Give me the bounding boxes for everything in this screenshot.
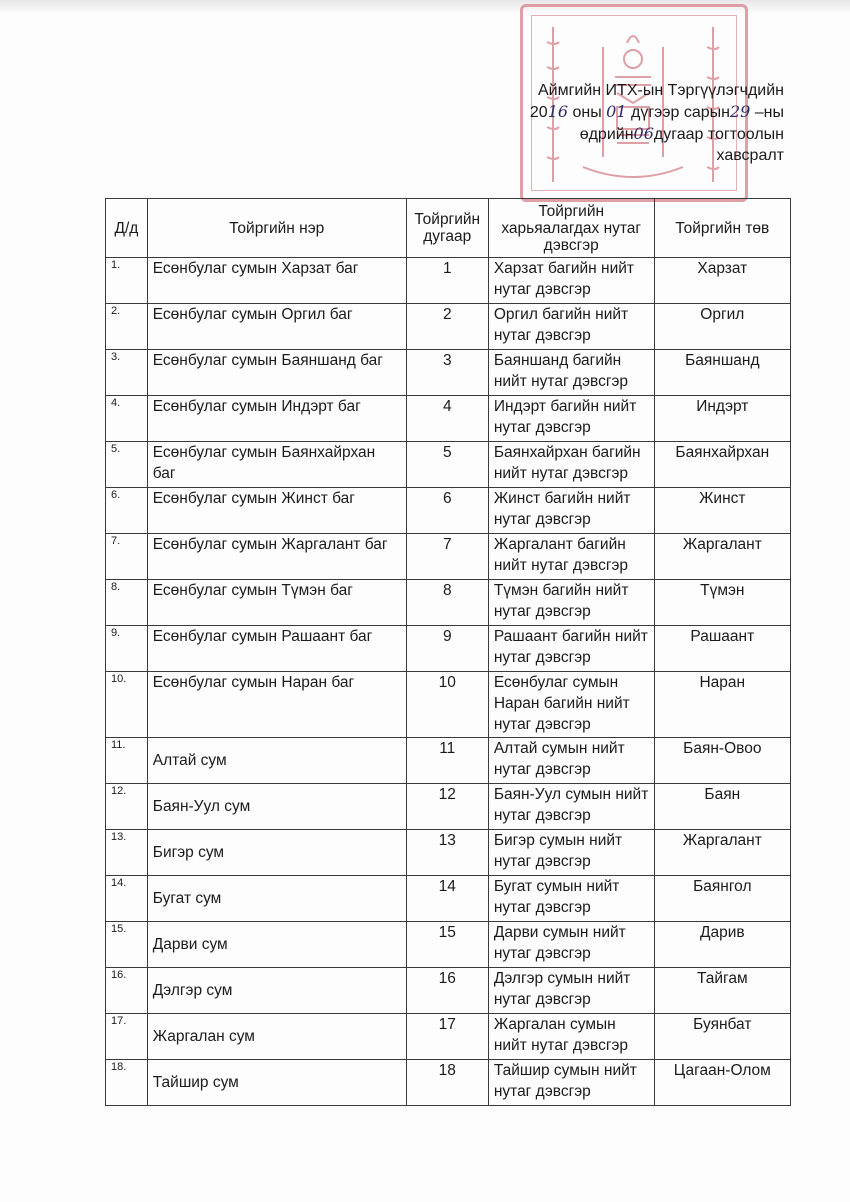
- district-territory: Тайшир сумын нийт нутаг дэвсгэр: [488, 1060, 654, 1106]
- district-name: Есөнбулаг сумын Рашаант баг: [147, 626, 406, 672]
- district-name: Есөнбулаг сумын Наран баг: [147, 672, 406, 738]
- district-name: Есөнбулаг сумын Жаргалант баг: [147, 534, 406, 580]
- district-territory: Дарви сумын нийт нутаг дэвсгэр: [488, 922, 654, 968]
- header-code: Тойргийн дугаар: [406, 199, 488, 258]
- header-line-2: [530, 101, 784, 123]
- district-number: 2: [406, 304, 488, 350]
- district-center: Буянбат: [654, 1014, 790, 1060]
- district-number: 18: [406, 1060, 488, 1106]
- district-center: Индэрт: [654, 396, 790, 442]
- district-number: 5: [406, 442, 488, 488]
- table-row: [106, 1014, 791, 1060]
- district-center: Цагаан-Олом: [654, 1060, 790, 1106]
- header-num: Д/д: [106, 199, 148, 258]
- table-row: [106, 922, 791, 968]
- row-number: 11.: [106, 738, 148, 784]
- table-row: [106, 876, 791, 922]
- day-label: өдрийн: [579, 126, 634, 143]
- row-number: 17.: [106, 1014, 148, 1060]
- district-territory: Баян-Уул сумын нийт нутаг дэвсгэр: [488, 784, 654, 830]
- district-territory: Бигэр сумын нийт нутаг дэвсгэр: [488, 830, 654, 876]
- district-territory: Харзат багийн нийт нутаг дэвсгэр: [488, 258, 654, 304]
- table-row: [106, 830, 791, 876]
- district-name: Есөнбулаг сумын Харзат баг: [147, 258, 406, 304]
- district-territory: Рашаант багийн нийт нутаг дэвсгэр: [488, 626, 654, 672]
- table-row: [106, 304, 791, 350]
- district-number: 13: [406, 830, 488, 876]
- district-name: Дэлгэр сум: [147, 968, 406, 1014]
- district-name: Бугат сум: [147, 876, 406, 922]
- district-number: 16: [406, 968, 488, 1014]
- district-center: Дарив: [654, 922, 790, 968]
- district-number: 3: [406, 350, 488, 396]
- district-territory: Индэрт багийн нийт нутаг дэвсгэр: [488, 396, 654, 442]
- district-number: 14: [406, 876, 488, 922]
- table-row: [106, 488, 791, 534]
- district-territory: Жаргалант багийн нийт нутаг дэвсгэр: [488, 534, 654, 580]
- year-prefix: 20: [529, 104, 548, 121]
- header-center: Тойргийн төв: [654, 199, 790, 258]
- district-center: Баяншанд: [654, 350, 790, 396]
- row-number: 15.: [106, 922, 148, 968]
- district-territory: Баянхайрхан багийн нийт нутаг дэвсгэр: [488, 442, 654, 488]
- row-number: 6.: [106, 488, 148, 534]
- district-name: Есөнбулаг сумын Баяншанд баг: [147, 350, 406, 396]
- row-number: 12.: [106, 784, 148, 830]
- district-center: Тайгам: [654, 968, 790, 1014]
- row-number: 13.: [106, 830, 148, 876]
- table-row: [106, 534, 791, 580]
- district-number: 8: [406, 580, 488, 626]
- district-number: 17: [406, 1014, 488, 1060]
- header-line-3: [530, 123, 784, 145]
- district-center: Түмэн: [654, 580, 790, 626]
- district-number: 9: [406, 626, 488, 672]
- electoral-district-table: [105, 198, 791, 1106]
- row-number: 5.: [106, 442, 148, 488]
- district-number: 6: [406, 488, 488, 534]
- row-number: 4.: [106, 396, 148, 442]
- row-number: 10.: [106, 672, 148, 738]
- district-name: Бигэр сум: [147, 830, 406, 876]
- district-name: Есөнбулаг сумын Жинст баг: [147, 488, 406, 534]
- district-territory: Жинст багийн нийт нутаг дэвсгэр: [488, 488, 654, 534]
- district-name: Есөнбулаг сумын Оргил баг: [147, 304, 406, 350]
- handwritten-resolution-number: 06: [633, 124, 654, 143]
- district-center: Оргил: [654, 304, 790, 350]
- district-center: Баян: [654, 784, 790, 830]
- district-center: Жинст: [654, 488, 790, 534]
- district-center: Наран: [654, 672, 790, 738]
- row-number: 7.: [106, 534, 148, 580]
- table-row: [106, 968, 791, 1014]
- district-number: 12: [406, 784, 488, 830]
- district-name: Тайшир сум: [147, 1060, 406, 1106]
- table-row: [106, 1060, 791, 1106]
- row-number: 16.: [106, 968, 148, 1014]
- table-header-row: [106, 199, 791, 258]
- district-number: 7: [406, 534, 488, 580]
- table-row: [106, 442, 791, 488]
- row-number: 14.: [106, 876, 148, 922]
- handwritten-month: 01: [606, 102, 627, 121]
- district-territory: Оргил багийн нийт нутаг дэвсгэр: [488, 304, 654, 350]
- header-line-1: Аймгийн ИТХ-ын Тэргүүлэгчдийн: [537, 82, 784, 99]
- table-row: [106, 396, 791, 442]
- table-row: [106, 350, 791, 396]
- district-territory: Түмэн багийн нийт нутаг дэвсгэр: [488, 580, 654, 626]
- district-territory: Есөнбулаг сумын Наран багийн нийт нутаг дэвсгэр: [488, 672, 654, 738]
- row-number: 9.: [106, 626, 148, 672]
- district-name: Есөнбулаг сумын Баянхайрхан баг: [147, 442, 406, 488]
- district-center: Баян-Овоо: [654, 738, 790, 784]
- day-suffix: –ны: [750, 104, 784, 121]
- resolution-label: дугаар тогтоолын: [653, 126, 784, 143]
- district-number: 15: [406, 922, 488, 968]
- district-name: Баян-Уул сум: [147, 784, 406, 830]
- row-number: 3.: [106, 350, 148, 396]
- district-number: 1: [406, 258, 488, 304]
- row-number: 2.: [106, 304, 148, 350]
- district-name: Есөнбулаг сумын Индэрт баг: [147, 396, 406, 442]
- district-territory: Баяншанд багийн нийт нутаг дэвсгэр: [488, 350, 654, 396]
- table-row: [106, 672, 791, 738]
- table-row: [106, 784, 791, 830]
- row-number: 1.: [106, 258, 148, 304]
- table-row: [106, 626, 791, 672]
- district-name: Есөнбулаг сумын Түмэн баг: [147, 580, 406, 626]
- district-center: Баянхайрхан: [654, 442, 790, 488]
- table-body: [106, 258, 791, 1106]
- district-territory: Жаргалан сумын нийт нутаг дэвсгэр: [488, 1014, 654, 1060]
- header-name: Тойргийн нэр: [147, 199, 406, 258]
- district-number: 11: [406, 738, 488, 784]
- district-name: Алтай сум: [147, 738, 406, 784]
- district-number: 4: [406, 396, 488, 442]
- district-center: Рашаант: [654, 626, 790, 672]
- table-row: [106, 258, 791, 304]
- header-line-4: хавсралт: [716, 147, 784, 164]
- district-territory: Бугат сумын нийт нутаг дэвсгэр: [488, 876, 654, 922]
- row-number: 8.: [106, 580, 148, 626]
- header-annex-note: [530, 80, 784, 166]
- handwritten-day: 29: [729, 102, 751, 121]
- district-number: 10: [406, 672, 488, 738]
- district-center: Харзат: [654, 258, 790, 304]
- district-center: Жаргалант: [654, 830, 790, 876]
- district-center: Жаргалант: [654, 534, 790, 580]
- table-row: [106, 580, 791, 626]
- district-territory: Алтай сумын нийт нутаг дэвсгэр: [488, 738, 654, 784]
- month-label: дүгээр сарын: [626, 104, 730, 121]
- table-row: [106, 738, 791, 784]
- row-number: 18.: [106, 1060, 148, 1106]
- district-name: Жаргалан сум: [147, 1014, 406, 1060]
- district-center: Баянгол: [654, 876, 790, 922]
- header-territory: Тойргийн харьяалагдах нутаг дэвсгэр: [488, 199, 654, 258]
- district-territory: Дэлгэр сумын нийт нутаг дэвсгэр: [488, 968, 654, 1014]
- year-label: оны: [568, 104, 607, 121]
- handwritten-year: 16: [547, 102, 569, 121]
- district-name: Дарви сум: [147, 922, 406, 968]
